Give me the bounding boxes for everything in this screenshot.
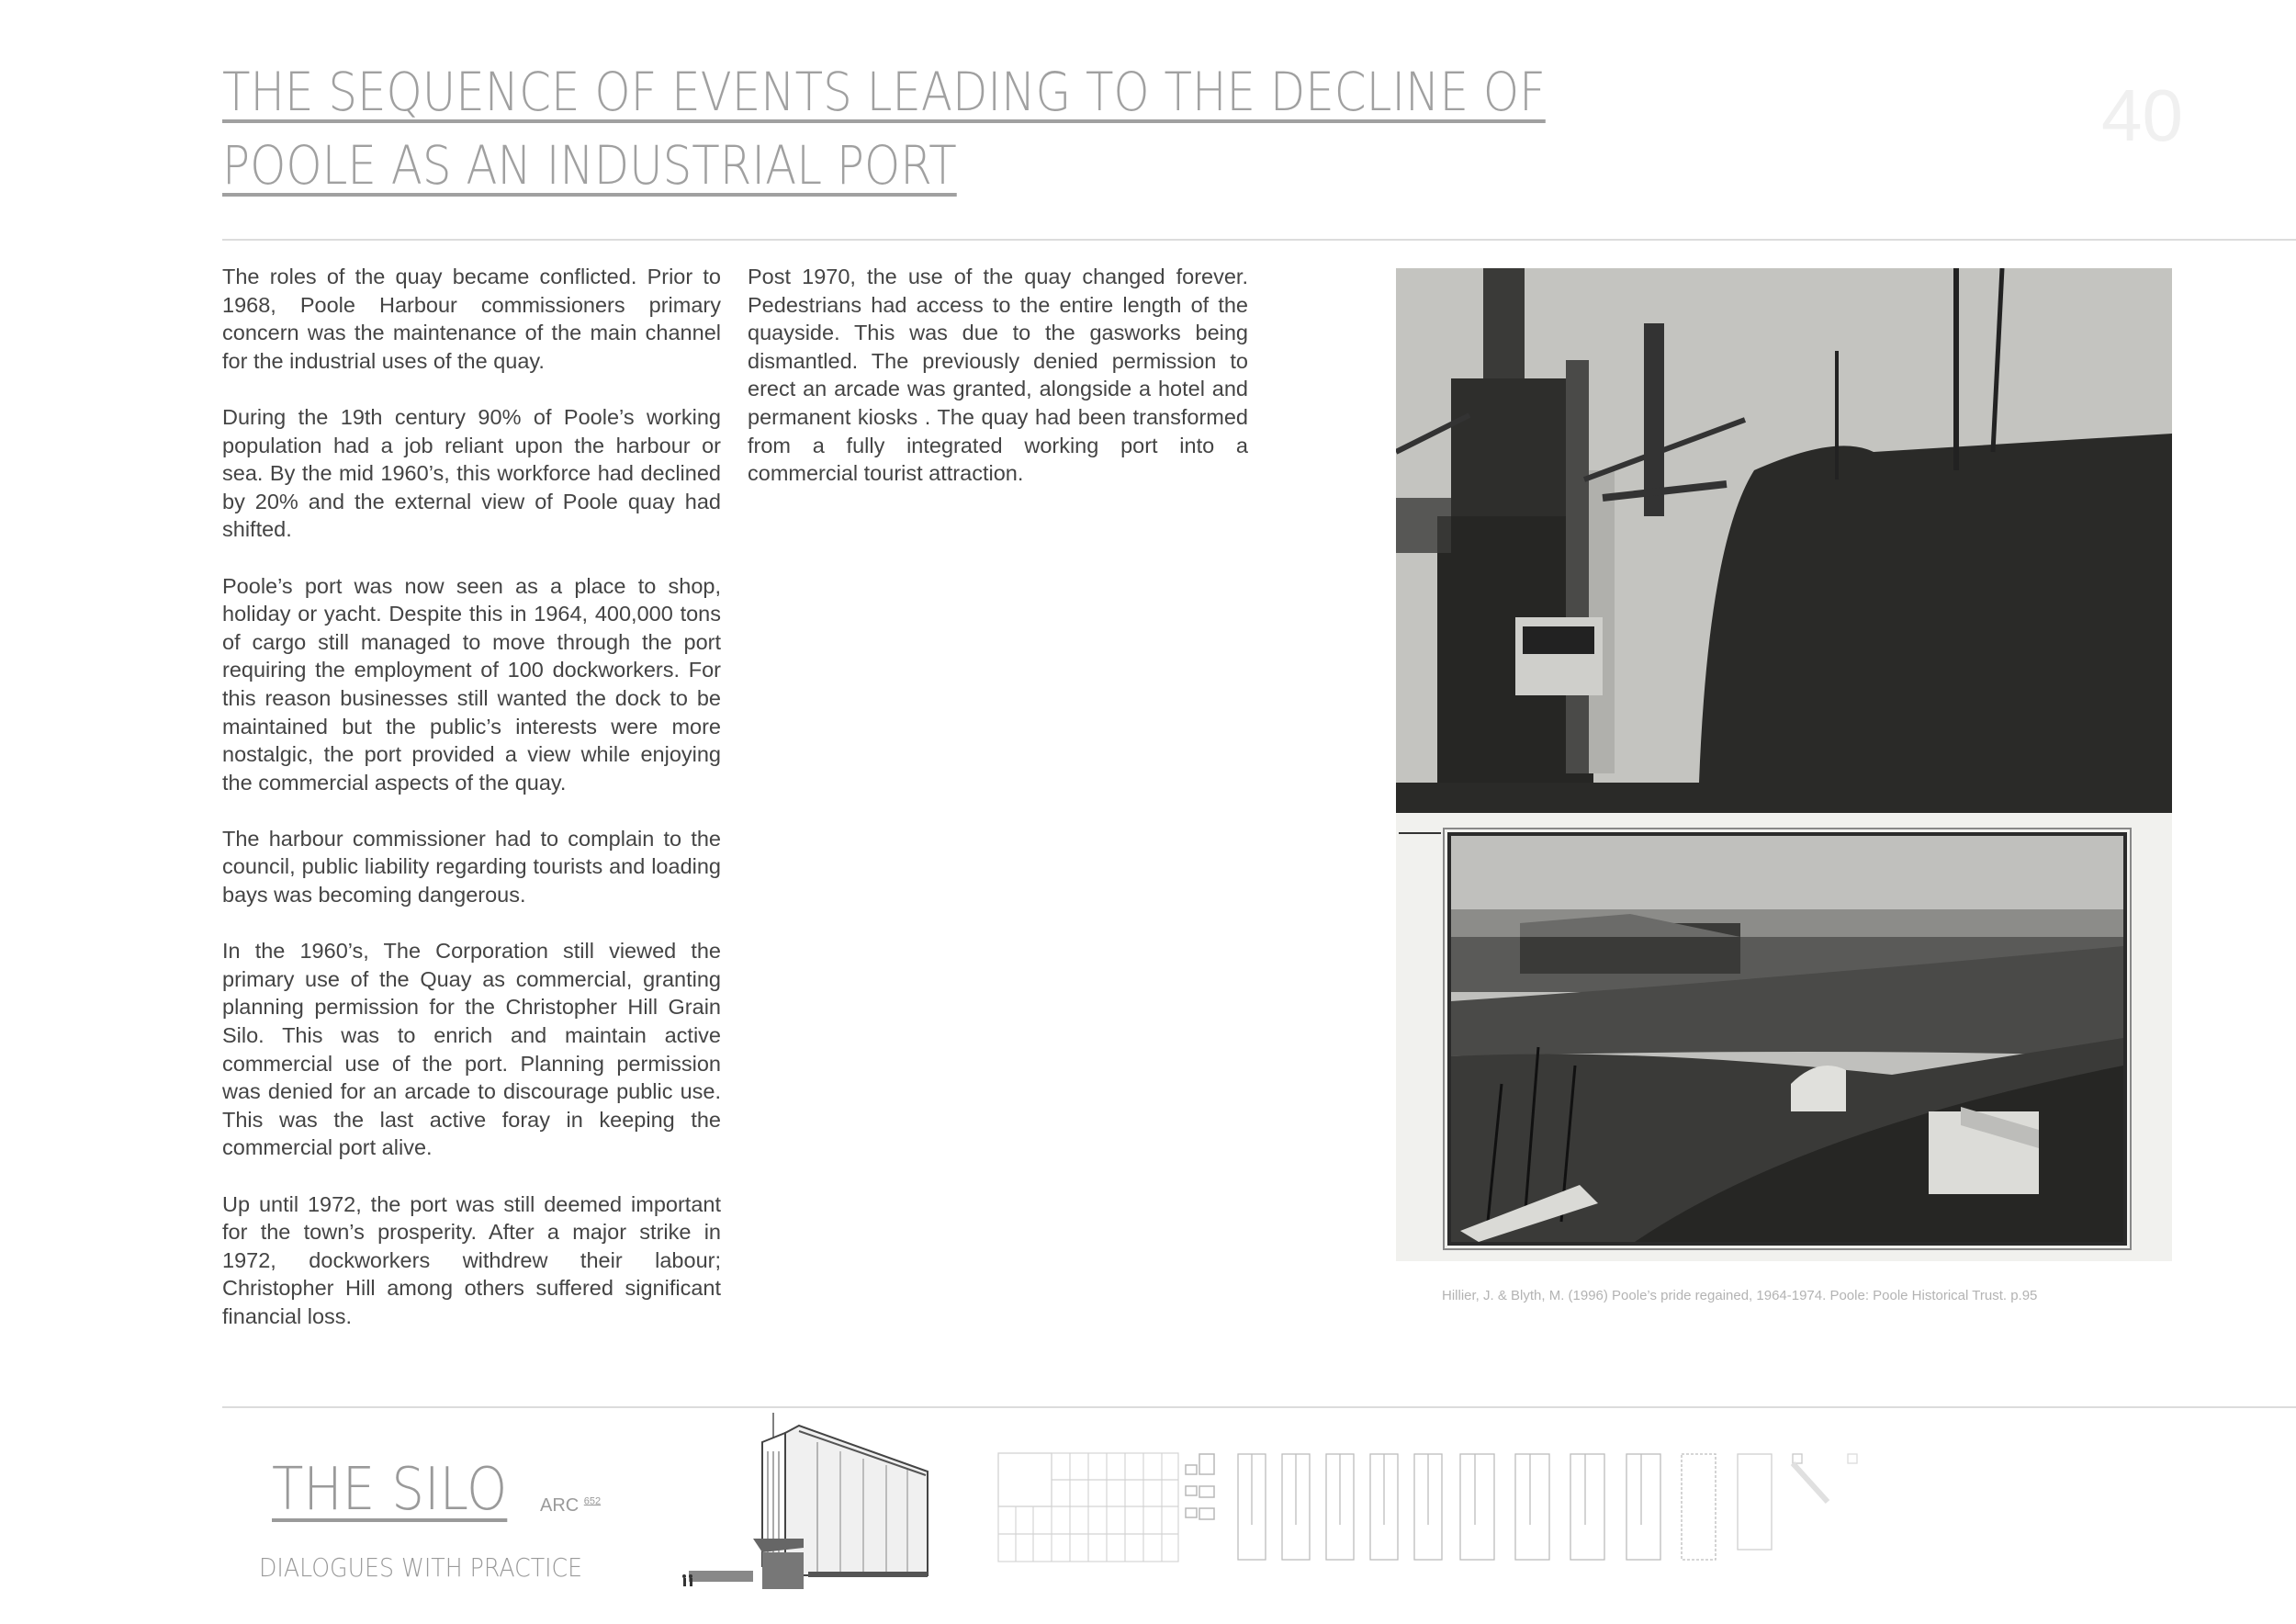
paragraph: The roles of the quay became conflicted. Prior to 1968, Poole Harbour commissioners primary concern was the maintenance of the main channel for the industrial uses of the quay.	[222, 265, 721, 373]
title-line-2: POOLE AS AN INDUSTRIAL PORT	[222, 134, 957, 197]
paragraph: During the 19th century 90% of Poole’s working population had a job reliant upon the harbour or sea. By the mid 1960’s, this workforce had declined by 20% and the external view of Poole quay had shifted.	[222, 404, 721, 542]
paragraph: The harbour commissioner had to complain to the council, public liability regarding tourists and loading bays was becoming dangerous.	[222, 826, 721, 908]
paragraph: Post 1970, the use of the quay changed forever. Pedestrians had access to the entire length of the quayside. This was due to the gasworks being dismantled. The previously denied permission to erect an arcade was granted, alongside a hotel and permanent kiosks . The quay had been transformed from a fully integrated working port into a commercial tourist attraction.	[748, 265, 1248, 486]
photo-mount-line	[1399, 832, 1441, 834]
bottom-divider	[222, 1406, 2296, 1408]
top-divider	[222, 239, 2296, 241]
title-line-1: THE SEQUENCE OF EVENTS LEADING TO THE DECLINE OF	[222, 61, 1546, 123]
harbour-photo-illustration	[1451, 836, 2123, 1242]
footer-title: THE SILO	[272, 1456, 508, 1524]
footer-arc-label	[540, 1495, 601, 1517]
arc-text: ARC	[540, 1495, 580, 1516]
text-column-middle	[748, 263, 1248, 515]
grain-silo-quayside-photo	[1396, 268, 2172, 813]
silo-photo-illustration	[1396, 268, 2172, 813]
text-column-left	[222, 263, 721, 1359]
footer-subtitle: DIALOGUES WITH PRACTICE	[259, 1552, 583, 1583]
paragraph: In the 1960’s, The Corporation still viewed the primary use of the Quay as commercial, granting planning permission for the Christopher Hill Grain Silo. This was to enrich and maintain active commercial use of the port. Planning permission was denied for an arcade to discourage public use. This was the last active foray in keeping the commercial port alive.	[222, 939, 721, 1160]
page-title	[222, 55, 1644, 202]
floor-plans-drawing	[1185, 1451, 2250, 1566]
figure-caption: Hillier, J. & Blyth, M. (1996) Poole’s pride regained, 1964-1974. Poole: Poole Historical Trust. p.95	[1442, 1288, 2038, 1303]
silo-sketch-icon	[661, 1405, 955, 1607]
roof-plan-drawing	[996, 1451, 1180, 1566]
poole-harbour-aerial-photo	[1447, 832, 2127, 1246]
page-number: 40	[2101, 74, 2183, 156]
paragraph: Poole’s port was now seen as a place to shop, holiday or yacht. Despite this in 1964, 400,000 tons of cargo still managed to move through the port requiring the employment of 100 dockworkers. For this reason businesses still wanted the dock to be maintained but the public’s interests were more nostalgic, the port provided a view while enjoying the commercial aspects of the quay.	[222, 573, 721, 795]
paragraph: Up until 1972, the port was still deemed important for the town’s prosperity. After a major strike in 1972, dockworkers withdrew their labour; Christopher Hill among others suffered significant financial loss.	[222, 1191, 721, 1328]
arc-number: 652	[583, 1495, 602, 1507]
